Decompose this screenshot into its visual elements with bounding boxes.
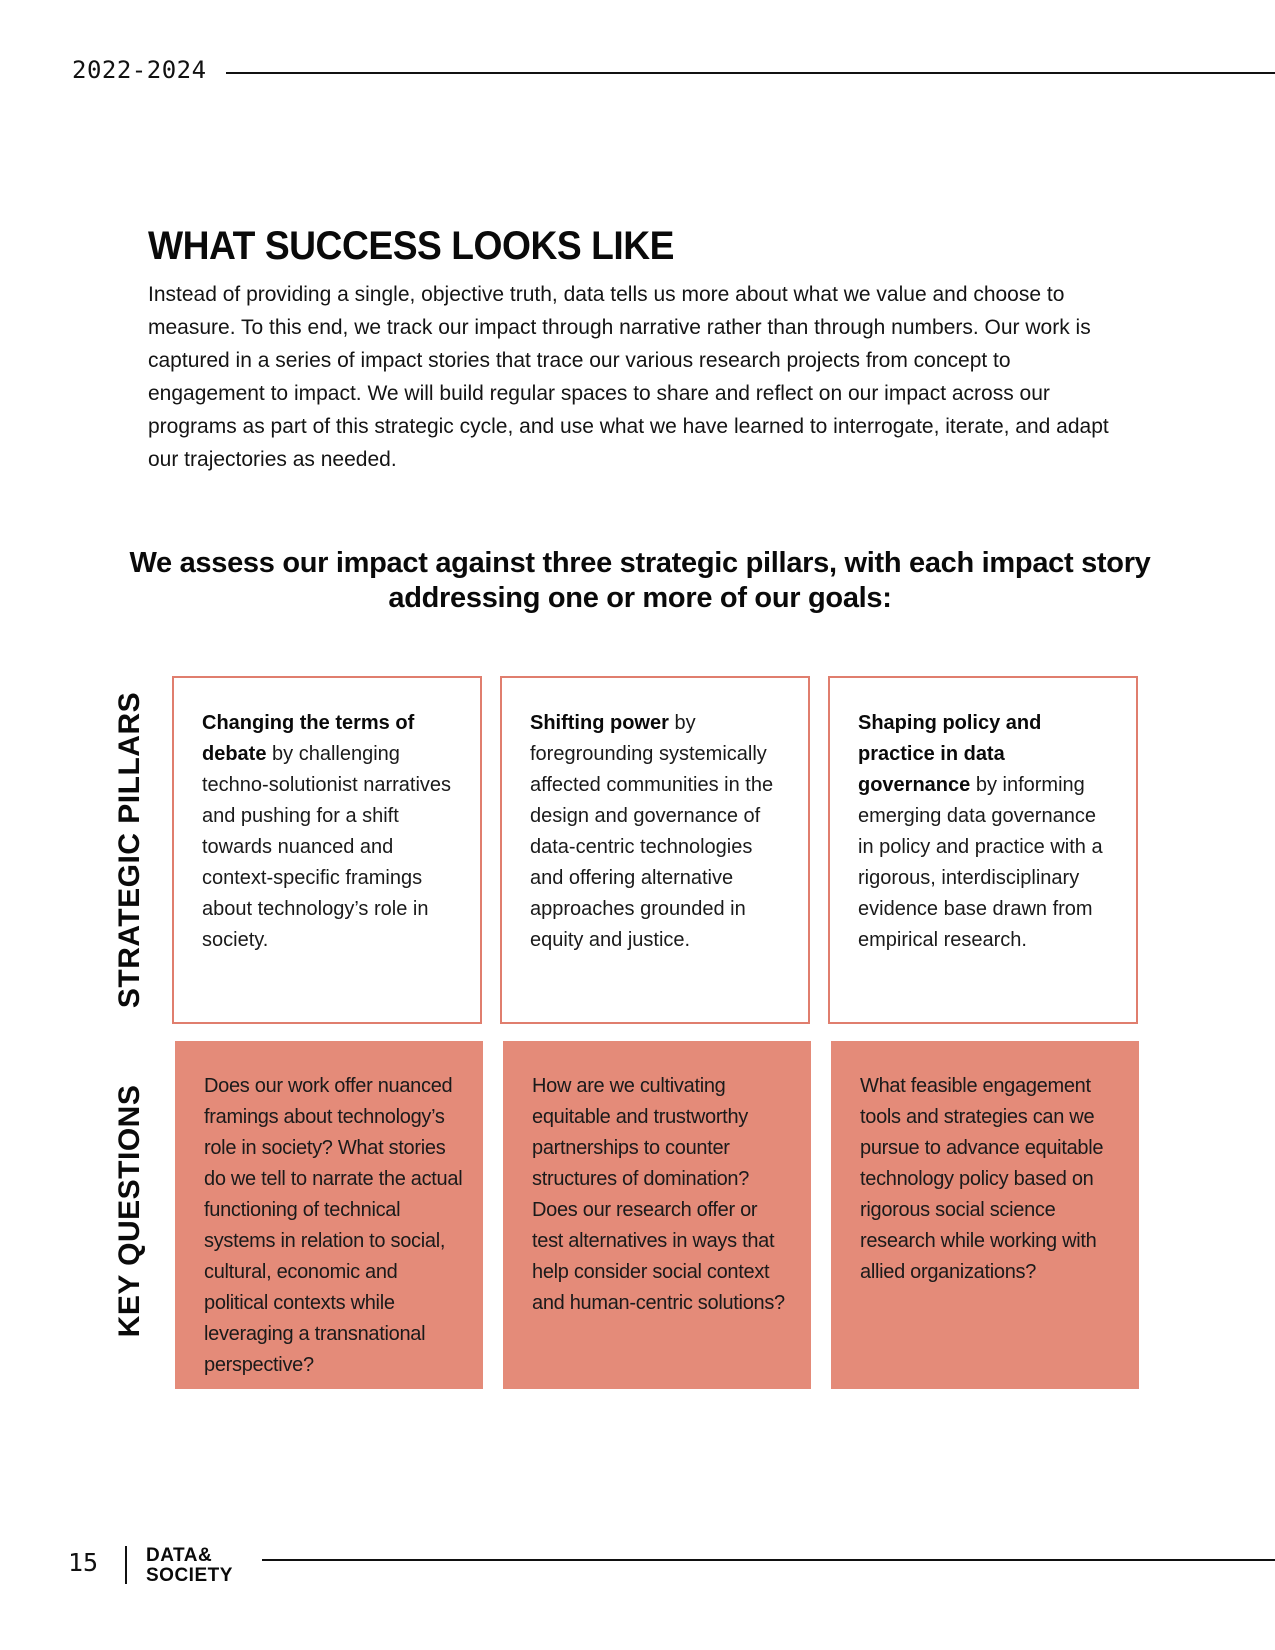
logo-line-2: SOCIETY [146, 1565, 233, 1586]
pillar-title: Changing the terms of debate [202, 712, 415, 765]
pillar-card-changing-debate [172, 676, 482, 1024]
pillars-lead: We assess our impact against three strategic pillars, with each impact story addressing one or more of our goals: [129, 547, 1151, 614]
intro-paragraph: Instead of providing a single, objective truth, data tells us more about what we value and choose to measure. To this end, we track our impact through narrative rather than through numbers. Our work is captured in a series of impact stories that trace our various research projects from concept to engagement to impact. We will build regular spaces to share and reflect on our impact across our programs as part of this strategic cycle, and use what we have learned to interrogate, iterate, and adapt our trajectories as needed. [148, 283, 1109, 471]
header-rule [226, 72, 1275, 74]
key-question-card-2: How are we cultivating equitable and trustworthy partnerships to counter structures of domination? Does our research offer or test alternatives in ways that help consider social context and human-centric solutions? [503, 1041, 811, 1389]
footer-rule [262, 1559, 1275, 1561]
pillar-card-shaping-policy [828, 676, 1138, 1024]
pillar-card-shifting-power [500, 676, 810, 1024]
pillar-text: by challenging techno-solutionist narratives and pushing for a shift towards nuanced and context-specific framings about technology’s role in society. [202, 743, 452, 951]
pillar-title: Shaping policy and practice in data governance [858, 712, 1042, 796]
key-question-card-3: What feasible engagement tools and strategies can we pursue to advance equitable technology policy based on rigorous social science research while working with allied organizations? [831, 1041, 1139, 1389]
key-question-card-1: Does our work offer nuanced framings about technology’s role in society? What stories do we tell to narrate the actual functioning of technical systems in relation to social, cultural, economic and political contexts while leveraging a transnational perspective? [175, 1041, 483, 1389]
logo-line-1: DATA& [146, 1545, 213, 1566]
page-title: WHAT SUCCESS LOOKS LIKE [148, 224, 674, 268]
pillar-text: by foregrounding systemically affected communities in the design and governance of data-centric technologies and offering alternative approaches grounded in equity and justice. [530, 712, 774, 951]
data-society-logo [146, 1546, 233, 1586]
page-number: 15 [68, 1548, 99, 1577]
footer-divider [125, 1546, 127, 1584]
pillar-text: by informing emerging data governance in policy and practice with a rigorous, interdisciplinary evidence base drawn from empirical research. [858, 774, 1103, 951]
pillar-title: Shifting power [530, 712, 669, 734]
header-years: 2022-2024 [72, 56, 207, 84]
